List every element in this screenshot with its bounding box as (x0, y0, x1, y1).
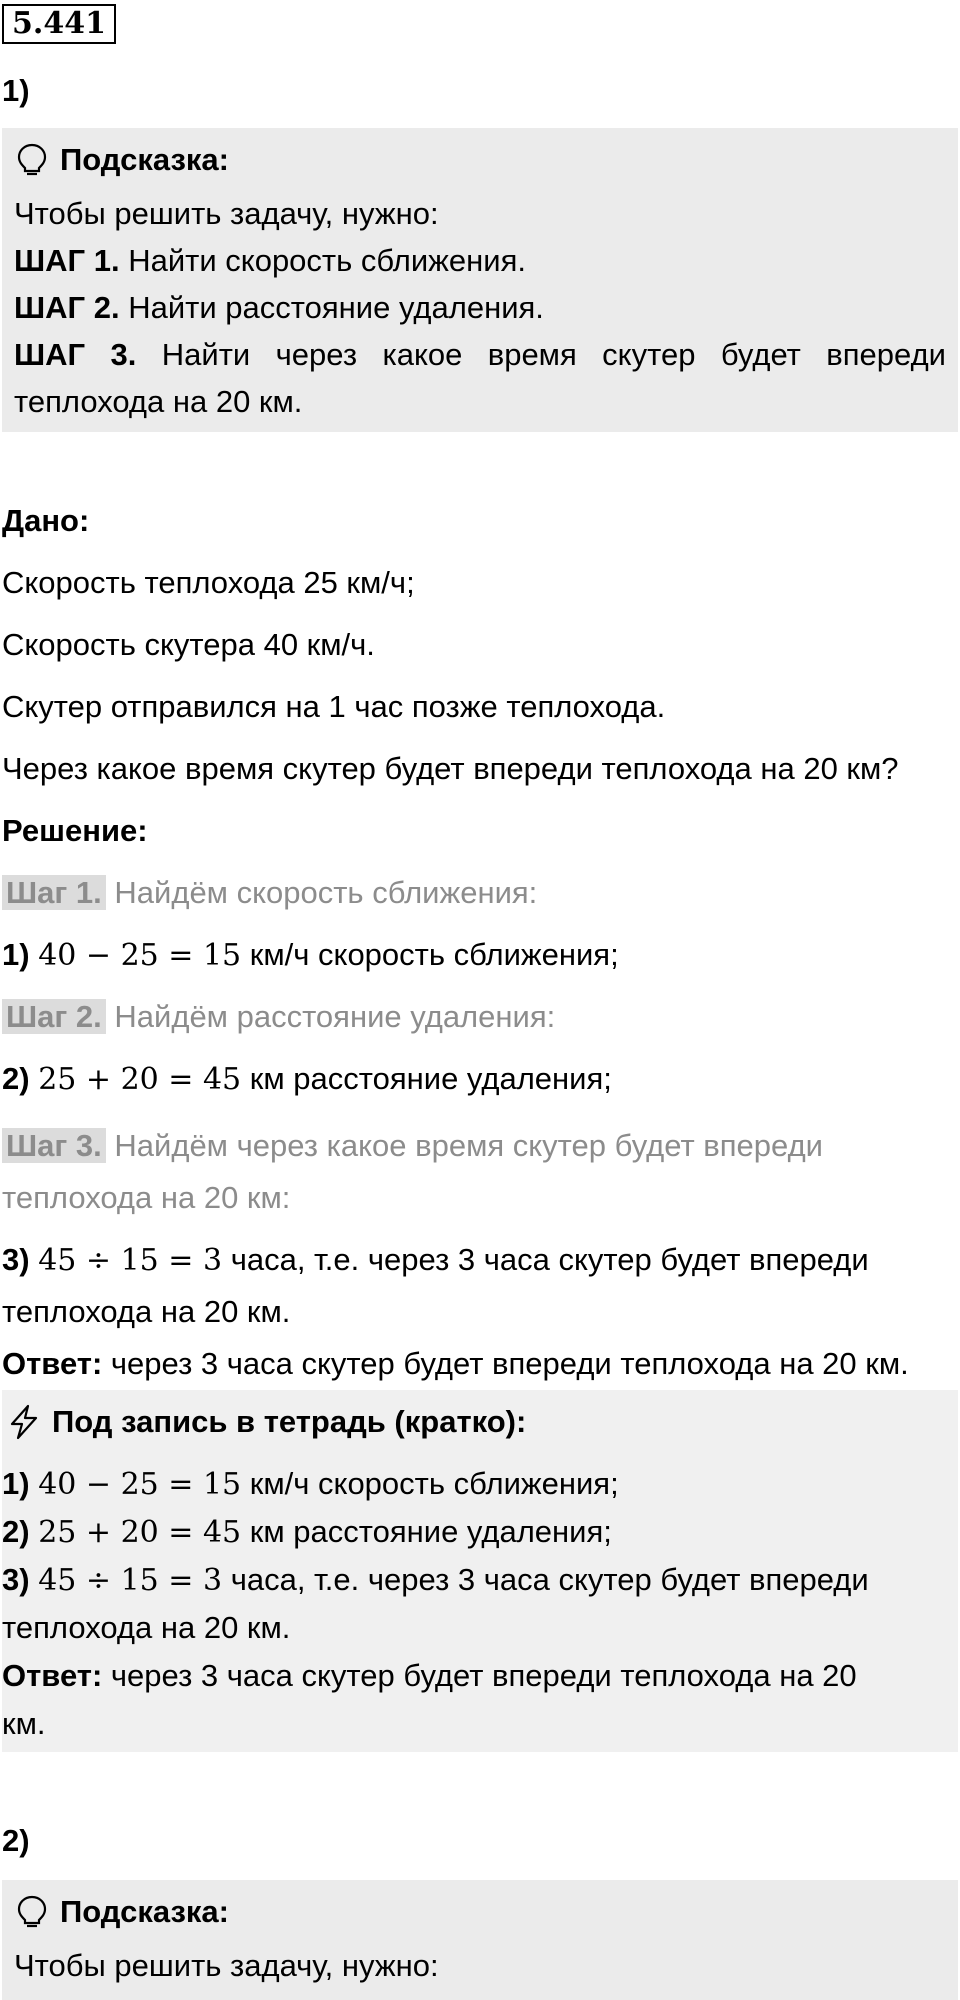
hint-intro-2: Чтобы решить задачу, нужно: (14, 1948, 439, 1983)
summary-calc-1: 1) 40 − 25 = 15 км/ч скорость сближения; (2, 1466, 619, 1502)
given-line: Скорость теплохода 25 км/ч; (2, 565, 415, 600)
math-expr: 25 + 20 = 45 (38, 1515, 242, 1550)
summary-answer: Ответ: через 3 часа скутер будет впереди теплохода на 20 (2, 1658, 857, 1693)
summary-title-text: Под запись в тетрадь (кратко): (52, 1403, 527, 1439)
hint-title-2 (14, 1882, 946, 1942)
given-line: Скутер отправился на 1 час позже теплохода. (2, 689, 666, 724)
solution-calc-2: 2) 25 + 20 = 45 км расстояние удаления; (2, 1061, 612, 1097)
problem-number: 5.441 (2, 4, 116, 44)
hint-step-text: Найти расстояние удаления. (128, 290, 544, 325)
hint-step-3 (14, 331, 946, 378)
hint-box-2 (2, 1880, 958, 2000)
step-text: Найдём расстояние удаления: (114, 999, 556, 1034)
given-title: Дано: (2, 503, 90, 538)
step-tag: Шаг 2. (2, 999, 106, 1034)
lightning-icon (6, 1404, 42, 1440)
solution-step-2 (2, 986, 958, 1048)
math-expr: 45 ÷ 15 = 3 (38, 1243, 223, 1278)
solution-answer: Ответ: через 3 часа скутер будет впереди теплохода на 20 км. (2, 1346, 909, 1381)
part-2-label: 2) (2, 1823, 30, 1858)
hint-step-tag: ШАГ 2. (14, 290, 120, 325)
solution-section (2, 800, 958, 1390)
math-expr: 40 − 25 = 15 (38, 1467, 242, 1502)
summary-answer-cont: км. (2, 1706, 46, 1741)
summary-box (2, 1390, 958, 1752)
math-expr: 45 ÷ 15 = 3 (38, 1563, 223, 1598)
hint-title-text-2: Подсказка: (60, 1893, 229, 1929)
hint-intro-1: Чтобы решить задачу, нужно: (14, 196, 439, 231)
step-tag: Шаг 3. (2, 1128, 106, 1163)
solution-step-3 (2, 1120, 958, 1172)
given-line: Скорость скутера 40 км/ч. (2, 627, 375, 662)
hint-box-1 (2, 128, 958, 432)
summary-calc-2: 2) 25 + 20 = 45 км расстояние удаления; (2, 1514, 612, 1550)
step-text: Найдём через какое время скутер будет впереди (114, 1128, 823, 1163)
step-text: Найдём скорость сближения: (114, 875, 538, 910)
given-line: Через какое время скутер будет впереди теплохода на 20 км? (2, 751, 899, 786)
hint-step-text: Найти через какое время скутер будет впереди (161, 337, 946, 372)
solution-step-3-cont: теплохода на 20 км: (2, 1180, 291, 1215)
hint-title-text-1: Подсказка: (60, 141, 229, 177)
step-tag: Шаг 1. (2, 875, 106, 910)
solution-step-1 (2, 862, 958, 924)
solution-calc-1: 1) 40 − 25 = 15 км/ч скорость сближения; (2, 937, 619, 973)
lightbulb-icon (14, 1894, 50, 1930)
hint-title-1 (14, 130, 946, 190)
given-section (2, 490, 958, 800)
lightbulb-icon (14, 142, 50, 178)
hint-step-2 (14, 284, 946, 331)
part-1-label: 1) (2, 73, 30, 108)
hint-step-text: Найти скорость сближения. (128, 243, 526, 278)
math-expr: 25 + 20 = 45 (38, 1062, 242, 1097)
summary-title (2, 1392, 958, 1452)
solution-calc-3: 3) 45 ÷ 15 = 3 часа, т.е. через 3 часа скутер будет впереди (2, 1242, 869, 1278)
hint-step-tag: ШАГ 1. (14, 243, 120, 278)
hint-step-3-cont: теплохода на 20 км. (14, 384, 303, 419)
hint-step-tag: ШАГ 3. (14, 337, 137, 372)
solution-title: Решение: (2, 813, 148, 848)
hint-step-1 (14, 237, 946, 284)
solution-calc-3-cont: теплохода на 20 км. (2, 1294, 291, 1329)
math-expr: 40 − 25 = 15 (38, 938, 242, 973)
summary-calc-3-cont: теплохода на 20 км. (2, 1610, 291, 1645)
summary-calc-3: 3) 45 ÷ 15 = 3 часа, т.е. через 3 часа скутер будет впереди (2, 1562, 869, 1598)
